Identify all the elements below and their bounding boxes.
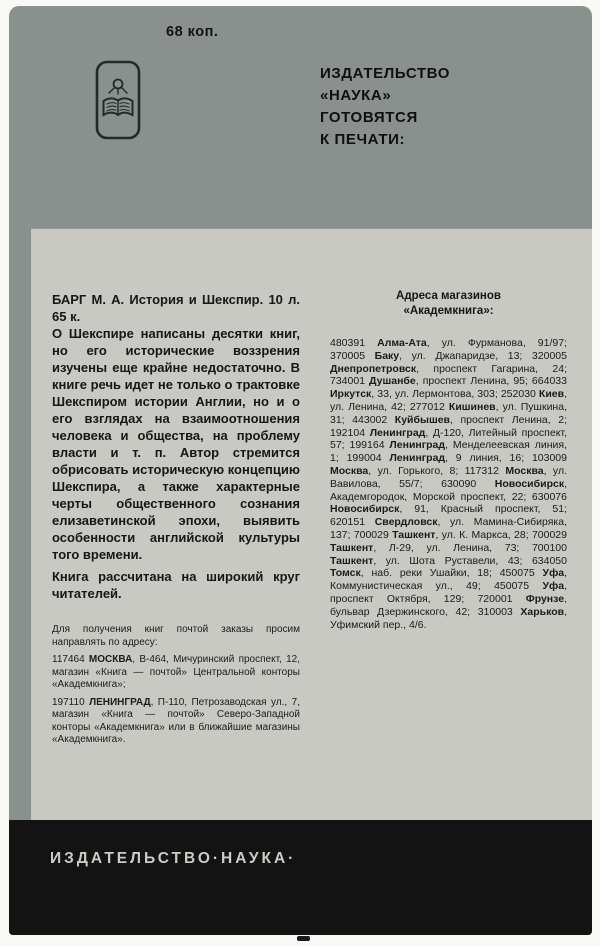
- book-audience-note: Книга рассчитана на широкий круг читателей.: [52, 569, 300, 601]
- mail-order-intro: Для получения книг почтой заказы просим направлять по адресу:: [52, 624, 300, 648]
- content-panel: [31, 228, 592, 820]
- forthcoming-announcement: [320, 63, 450, 151]
- mail-order-address: 197110 ЛЕНИНГРАД, П-110, Петрозаводская ул., 7, магазин «Книга — почтой» Северо-Западной конторы «Академкнига» или в ближайшие магазины «Академкнига».: [52, 696, 300, 745]
- publisher-band: [9, 820, 592, 935]
- book-annotation-column: [52, 291, 300, 752]
- nauka-publisher-logo: [95, 60, 141, 140]
- announce-line: К ПЕЧАТИ:: [320, 131, 406, 148]
- stores-header-line: Адреса магазинов: [396, 290, 501, 302]
- announce-line: «НАУКА»: [320, 87, 392, 104]
- stores-header-line: «Академкнига»:: [403, 305, 494, 317]
- cover-background: [9, 6, 592, 935]
- mail-order-addresses: [52, 654, 300, 747]
- mail-order-block: [52, 624, 300, 747]
- book-title-line: [52, 291, 300, 325]
- stores-header: [330, 289, 567, 319]
- stores-list: 480391 Алма-Ата, ул. Фурманова, 91/97; 370005 Баку, ул. Джапаридзе, 13; 320005 Днепропетровск, проспект Гагарина, 24; 734001 Душанбе, проспект Ленина, 95; 664033 Иркутск, 33, ул. Лермонтова, 303; 252030 Киев, ул. Ленина, 42; 277012 Кишинев, ул. Пушкина, 31; 443002 Куйбышев, проспект Ленина, 2; 192104 Ленинград, Д-120, Литейный проспект, 57; 199164 Ленинград, Менделеевская линия, 1; 199004 Ленинград, 9 линия, 16; 103009 Москва, ул. Горького, 8; 117312 Москва, ул. Вавилова, 55/7; 630090 Новосибирск, Академгородок, Морской проспект, 22; 630076 Новосибирск, 91, Красный проспект, 51; 620151 Свердловск, ул. Мамина-Сибиряка, 137; 700029 Ташкент, ул. К. Маркса, 28; 700029 Ташкент, Л-29, ул. Ленина, 73; 700100 Ташкент, ул. Шота Руставели, 43; 634050 Томск, наб. реки Ушайки, 18; 450075 Уфа, Коммунистическая ул., 49; 450075 Уфа, проспект Октября, 129; 720001 Фрунзе, бульвар Дзержинского, 42; 310003 Харьков, Уфимский пер., 4/6.: [330, 337, 568, 631]
- scan-artifact: [297, 936, 310, 941]
- announce-line: ИЗДАТЕЛЬСТВО: [320, 65, 450, 82]
- price-label: 68 коп.: [166, 24, 219, 40]
- publisher-wordmark: ИЗДАТЕЛЬСТВО·НАУКА·: [50, 850, 297, 867]
- book-author: БАРГ М. А.: [52, 292, 130, 307]
- announce-line: ГОТОВЯТСЯ: [320, 109, 418, 126]
- book-title: История и Шекспир.: [129, 292, 264, 307]
- open-book-satellite-icon: [95, 60, 141, 140]
- mail-order-address: 117464 МОСКВА, В-464, Мичуринский проспект, 12, магазин «Книга — почтой» Центральной конторы «Академкнига»;: [52, 654, 300, 690]
- store-addresses-column: [330, 289, 567, 631]
- book-description: О Шекспире написаны десятки книг, но его исторические воззрения изучены еще крайне недостаточно. В книге речь идет не только о трактовке Шекспиром истории Англии, но и о его взглядах на взаимоотношения человека и общества, на проблему власти и т. п. Автор стремится обрисовать историческую концепцию Шекспира, а также характерные черты общественного сознания елизаветинской эпохи, выявить особенности английской культуры того времени.: [52, 326, 300, 562]
- book-price-details: 10 л. 65 к.: [52, 292, 300, 324]
